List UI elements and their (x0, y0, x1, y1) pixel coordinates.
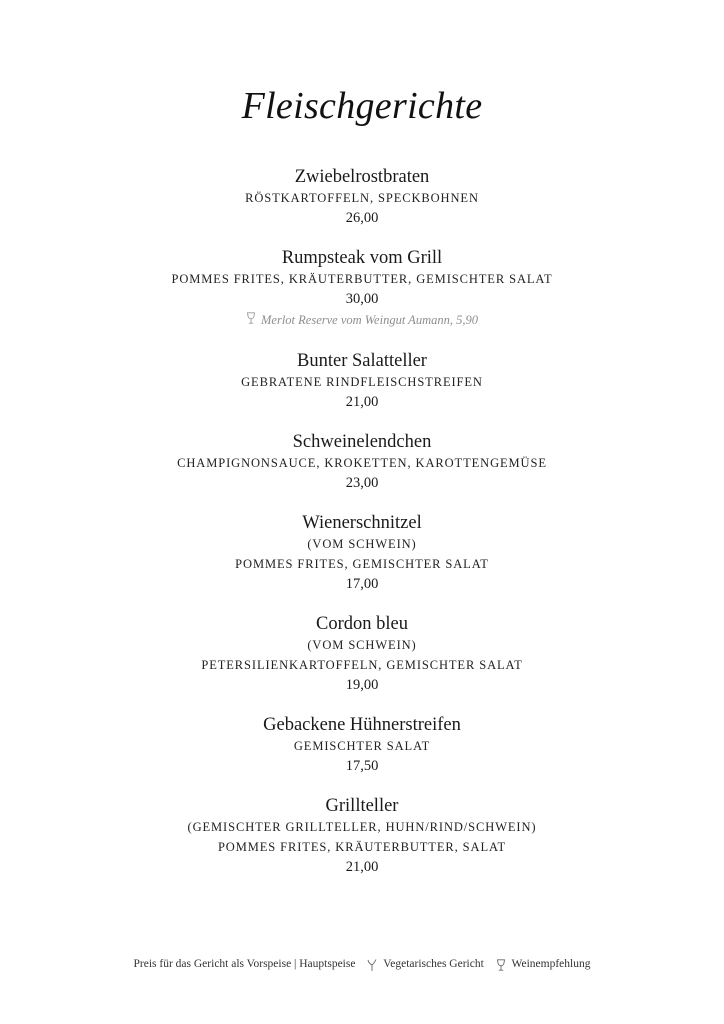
page-title: Fleischgerichte (241, 85, 483, 127)
dish-item (0, 512, 724, 594)
dish-name: Wienerschnitzel (302, 513, 422, 533)
wine-label: Weinempfehlung (511, 958, 591, 971)
wine-glass-icon (246, 310, 256, 331)
vegetarian-icon (367, 958, 377, 970)
dish-list (0, 166, 724, 896)
dish-description: CHAMPIGNONSAUCE, KROKETTEN, KAROTTENGEMÜSE (177, 456, 547, 470)
wine-recommendation (246, 310, 478, 331)
dish-name: Bunter Salatteller (297, 351, 427, 371)
dish-description: GEMISCHTER SALAT (293, 739, 431, 753)
dish-item (0, 350, 724, 412)
dish-price: 26,00 (345, 210, 379, 226)
wine-glass-icon (496, 958, 506, 970)
price-note: Preis für das Gericht als Vorspeise | Hauptspeise (133, 958, 356, 971)
dish-description: (VOM SCHWEIN) (307, 537, 417, 551)
dish-price: 17,50 (345, 758, 379, 774)
dish-price: 30,00 (345, 291, 379, 307)
dish-item (0, 166, 724, 228)
dish-description: (GEMISCHTER GRILLTELLER, HUHN/RIND/SCHWEIN) (187, 820, 537, 834)
wine-text: Merlot Reserve vom Weingut Aumann, 5,90 (261, 313, 478, 327)
dish-price: 23,00 (345, 475, 379, 491)
dish-name: Grillteller (325, 796, 399, 816)
dish-item (0, 247, 724, 331)
dish-item (0, 714, 724, 776)
dish-description: (VOM SCHWEIN) (307, 638, 417, 652)
dish-name: Cordon bleu (316, 614, 408, 634)
dish-item (0, 613, 724, 695)
dish-item (0, 431, 724, 493)
dish-name: Schweinelendchen (292, 432, 432, 452)
dish-name: Zwiebelrostbraten (294, 167, 430, 187)
dish-price: 19,00 (345, 677, 379, 693)
vegetarian-label: Vegetarisches Gericht (383, 958, 484, 971)
dish-description: PETERSILIENKARTOFFELN, GEMISCHTER SALAT (201, 658, 523, 672)
dish-description: GEBRATENE RINDFLEISCHSTREIFEN (241, 375, 483, 389)
dish-name: Rumpsteak vom Grill (281, 248, 443, 268)
dish-price: 21,00 (345, 394, 379, 410)
dish-description: POMMES FRITES, KRÄUTERBUTTER, SALAT (217, 840, 507, 854)
footer-legend (0, 958, 724, 971)
dish-description: RÖSTKARTOFFELN, SPECKBOHNEN (245, 191, 479, 205)
dish-description: POMMES FRITES, GEMISCHTER SALAT (235, 557, 489, 571)
dish-item (0, 795, 724, 877)
dish-price: 21,00 (345, 859, 379, 875)
dish-description: POMMES FRITES, KRÄUTERBUTTER, GEMISCHTER SALAT (171, 272, 553, 286)
dish-price: 17,00 (345, 576, 379, 592)
dish-name: Gebackene Hühnerstreifen (263, 715, 461, 735)
